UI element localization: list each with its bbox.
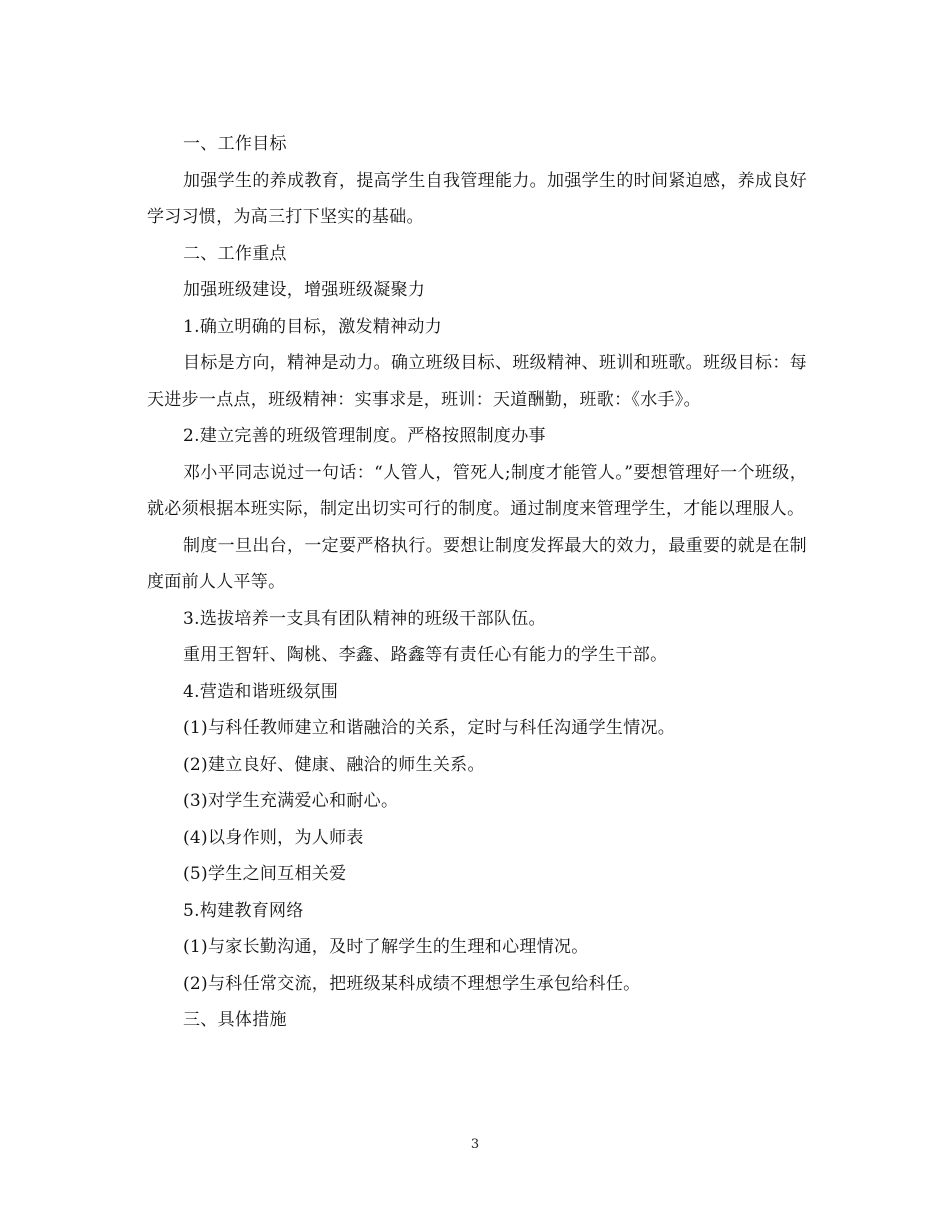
- page-number: 3: [470, 1137, 480, 1152]
- document-body: [147, 126, 807, 1039]
- paragraph: 加强班级建设，增强班级凝聚力: [183, 280, 426, 300]
- paragraph: 制度一旦出台，一定要严格执行。要想让制度发挥最大的效力，最重要的就是在制度面前人人平等。: [147, 535, 807, 592]
- paragraph: 邓小平同志说过一句话：“人管人，管死人;制度才能管人。”要想管理好一个班级，就必须根据本班实际，制定出切实可行的制度。通过制度来管理学生，才能以理服人。: [147, 462, 807, 519]
- section-heading-goals: 一、工作目标: [183, 134, 287, 154]
- list-item: (1)与家长勤沟通，及时了解学生的生理和心理情况。: [183, 937, 589, 957]
- paragraph: 目标是方向，精神是动力。确立班级目标、班级精神、班训和班歌。班级目标：每天进步一点点，班级精神：实事求是，班训：天道酬勤，班歌：《水手》。: [147, 353, 807, 410]
- numbered-heading: 2.建立完善的班级管理制度。严格按照制度办事: [183, 426, 546, 446]
- list-item: (3)对学生充满爱心和耐心。: [183, 791, 399, 811]
- list-item: (2)与科任常交流，把班级某科成绩不理想学生承包给科任。: [183, 973, 641, 994]
- numbered-heading: 4.营造和谐班级氛围: [183, 681, 339, 702]
- numbered-heading: 5.构建教育网络: [183, 900, 304, 921]
- list-item: (5)学生之间互相关爱: [183, 864, 347, 884]
- list-item: (1)与科任教师建立和谐融洽的关系，定时与科任沟通学生情况。: [183, 718, 676, 738]
- list-item: (2)建立良好、健康、融洽的师生关系。: [183, 754, 485, 775]
- section-heading-measures: 三、具体措施: [183, 1010, 287, 1030]
- paragraph: 重用王智轩、陶桃、李鑫、路鑫等有责任心有能力的学生干部。: [183, 645, 668, 665]
- paragraph: 加强学生的养成教育，提高学生自我管理能力。加强学生的时间紧迫感，养成良好学习习惯，为高三打下坚实的基础。: [147, 170, 807, 227]
- list-item: (4)以身作则，为人师表: [183, 827, 364, 848]
- numbered-heading: 3.选拔培养一支具有团队精神的班级干部队伍。: [183, 608, 546, 629]
- section-heading-focus: 二、工作重点: [183, 243, 287, 264]
- numbered-heading: 1.确立明确的目标，激发精神动力: [183, 316, 443, 337]
